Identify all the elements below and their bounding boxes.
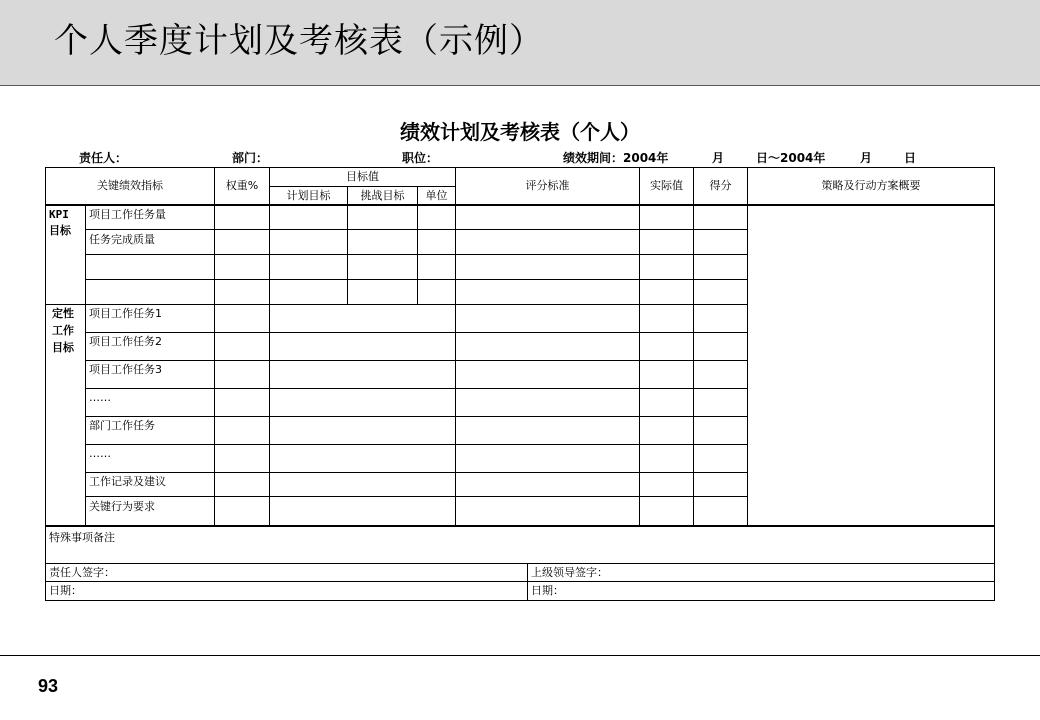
period-month-2: 月 bbox=[860, 151, 873, 165]
row-line bbox=[85, 332, 748, 333]
qualitative-row-label: …… bbox=[89, 447, 111, 460]
qualitative-row-label: …… bbox=[89, 391, 111, 404]
header-bottom-line bbox=[45, 204, 995, 206]
header-plan-target: 计划目标 bbox=[286, 189, 331, 202]
period-day-2: 日 bbox=[904, 151, 917, 165]
responsible-signature-label: 责任人签字： bbox=[49, 566, 115, 579]
header-kpi-indicator: 关键绩效指标 bbox=[97, 179, 163, 192]
unit-column-line bbox=[417, 186, 418, 304]
responsible-label: 责任人： bbox=[79, 151, 128, 165]
row-line bbox=[85, 472, 748, 473]
strategy-column-line bbox=[747, 167, 748, 526]
date-label-left: 日期： bbox=[49, 584, 82, 597]
form-title: 绩效计划及考核表（个人） bbox=[400, 120, 640, 144]
table-border-left bbox=[45, 167, 46, 601]
qualitative-row-label: 项目工作任务2 bbox=[89, 335, 162, 348]
target-subheader-line bbox=[269, 186, 456, 187]
row-line bbox=[85, 360, 748, 361]
qualitative-section-label-line1: 定性 bbox=[52, 307, 74, 320]
signature-row-line bbox=[45, 581, 995, 582]
scoring-column-line bbox=[455, 167, 456, 526]
table-border-top bbox=[45, 167, 995, 168]
qualitative-row-label: 工作记录及建议 bbox=[89, 475, 166, 488]
notes-bottom-line bbox=[45, 563, 995, 564]
period-month-1: 月 bbox=[712, 151, 725, 165]
supervisor-signature-label: 上级领导签字： bbox=[531, 566, 608, 579]
section-label-column-line bbox=[85, 205, 86, 526]
challenge-column-line bbox=[347, 186, 348, 304]
qualitative-row-label: 部门工作任务 bbox=[89, 419, 155, 432]
period-day-to: 日～2004年 bbox=[756, 151, 826, 165]
slide-title: 个人季度计划及考核表（示例） bbox=[54, 21, 544, 61]
qualitative-row-label: 项目工作任务1 bbox=[89, 307, 162, 320]
special-notes-label: 特殊事项备注 bbox=[49, 531, 115, 544]
page-number: 93 bbox=[38, 676, 59, 696]
header-target-value: 目标值 bbox=[346, 170, 379, 183]
actual-column-line bbox=[639, 167, 640, 526]
kpi-row-label: 项目工作任务量 bbox=[89, 208, 166, 221]
header-unit: 单位 bbox=[425, 189, 448, 202]
header-strategy-summary: 策略及行动方案概要 bbox=[821, 179, 921, 192]
header-score: 得分 bbox=[709, 179, 732, 192]
weight-column-line bbox=[214, 167, 215, 526]
header-challenge-target: 挑战目标 bbox=[360, 189, 405, 202]
table-border-bottom bbox=[45, 600, 995, 601]
signature-split-line bbox=[527, 564, 528, 601]
target-column-line bbox=[269, 167, 270, 526]
row-line bbox=[85, 416, 748, 417]
section-divider-line bbox=[45, 304, 748, 305]
score-column-line bbox=[693, 167, 694, 526]
position-label: 职位： bbox=[402, 151, 439, 165]
qualitative-row-label: 关键行为要求 bbox=[89, 500, 155, 513]
header-actual-value: 实际值 bbox=[650, 179, 683, 192]
qualitative-section-label-line3: 目标 bbox=[52, 341, 74, 354]
body-bottom-line bbox=[45, 525, 995, 527]
row-line bbox=[85, 496, 748, 497]
department-label: 部门： bbox=[232, 151, 269, 165]
footer-divider bbox=[0, 655, 1040, 656]
row-line bbox=[85, 388, 748, 389]
table-border-right bbox=[994, 167, 995, 601]
qualitative-section-label-line2: 工作 bbox=[52, 324, 74, 337]
kpi-section-label-line1: KPI bbox=[49, 208, 69, 221]
row-line bbox=[85, 444, 748, 445]
date-label-right: 日期： bbox=[531, 584, 564, 597]
header-weight: 权重% bbox=[225, 179, 259, 192]
kpi-row-label: 任务完成质量 bbox=[89, 233, 155, 246]
qualitative-row-label: 项目工作任务3 bbox=[89, 363, 162, 376]
period-label: 绩效期间：2004年 bbox=[563, 151, 669, 165]
header-scoring-standard: 评分标准 bbox=[525, 179, 570, 192]
kpi-section-label-line2: 目标 bbox=[49, 224, 71, 237]
